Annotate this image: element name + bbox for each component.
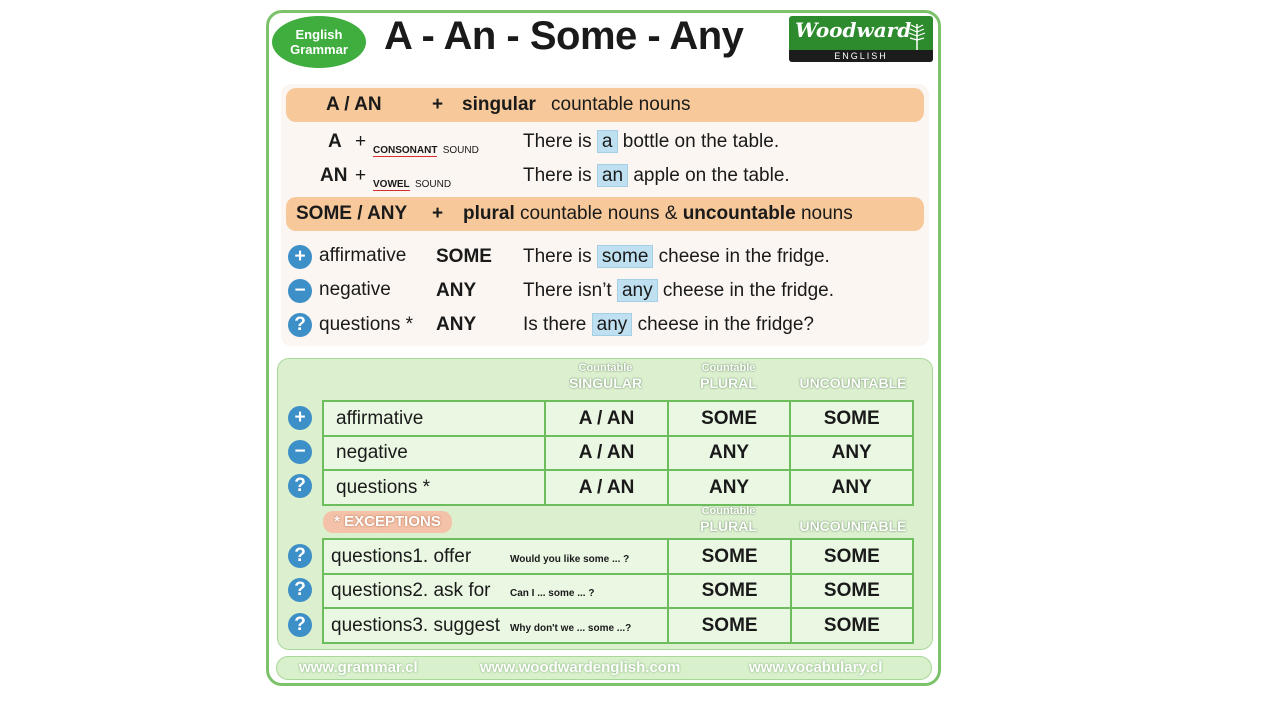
table-row [323, 436, 913, 470]
band1-plus: + [432, 94, 444, 115]
band2-bold1: plural [463, 203, 515, 224]
exceptions-table [322, 538, 914, 644]
exc-kind: 1. offer [412, 539, 510, 574]
exc-uncountable-header [791, 518, 915, 534]
footer-bar [276, 656, 932, 680]
row-example-highlight: some [597, 245, 653, 268]
page-title: A - An - Some - Any [384, 14, 744, 58]
cell-singular: A / AN [545, 470, 667, 505]
plus-icon: + [288, 406, 312, 430]
plus-icon: + [288, 245, 312, 269]
plural-band [286, 197, 924, 231]
footer-link-vocabulary[interactable]: www.vocabulary.cl [749, 659, 883, 676]
an-article: AN [320, 165, 348, 186]
header-big: UNCOUNTABLE [799, 518, 907, 534]
question-icon: ? [288, 544, 312, 568]
logo-sub: ENGLISH [789, 50, 933, 62]
exc-kind: 2. ask for [412, 574, 510, 608]
band2-mid: countable nouns & [520, 203, 678, 224]
a-example-pre: There is [523, 131, 592, 152]
cell-singular: A / AN [545, 436, 667, 470]
english-grammar-badge [272, 16, 366, 68]
question-icon: ? [288, 578, 312, 602]
singular-band [286, 88, 924, 122]
cell-plural: ANY [668, 436, 791, 470]
a-example-highlight: a [597, 130, 618, 153]
badge-line1: English [295, 27, 343, 42]
woodward-logo [789, 16, 933, 62]
an-example-post: apple on the table. [633, 165, 790, 186]
cell-singular: A / AN [545, 401, 667, 436]
table-row [323, 401, 913, 436]
band1-rest: countable nouns [551, 94, 691, 115]
row-example-post: cheese in the fridge. [658, 246, 830, 267]
header-big: SINGULAR [568, 375, 643, 391]
row-word: SOME [436, 246, 492, 267]
exc-example: Can I ... some ... ? [509, 588, 595, 599]
table-row [323, 470, 913, 505]
exc-example: Why don't we ... some ...? [509, 622, 632, 634]
cell-plural: SOME [668, 539, 790, 574]
row-example-highlight: any [592, 313, 633, 336]
exc-example: Would you like some ... ? [509, 553, 630, 565]
cell-uncountable: SOME [791, 608, 913, 643]
row-label: negative [323, 436, 545, 470]
row-type: affirmative [319, 245, 407, 266]
sound-label: SOUND [442, 145, 479, 156]
cell-plural: SOME [668, 574, 790, 608]
band2-plus: + [432, 203, 444, 224]
cell-uncountable: ANY [790, 470, 913, 505]
header-big: UNCOUNTABLE [799, 375, 907, 391]
row-example-pre: There isn’t [523, 280, 612, 301]
vowel-label: VOWEL [373, 179, 410, 190]
badge-line2: Grammar [290, 42, 348, 57]
an-example-highlight: an [597, 164, 628, 187]
cell-plural: SOME [668, 608, 790, 643]
cell-uncountable: ANY [790, 436, 913, 470]
row-example-post: cheese in the fridge? [637, 314, 814, 335]
row-type: questions * [319, 314, 414, 335]
band2-end: nouns [800, 203, 853, 224]
footer-link-woodward[interactable]: www.woodwardenglish.com [480, 659, 681, 676]
uncountable-header [791, 375, 915, 391]
header-small: Countable [578, 362, 633, 374]
band1-label: A / AN [326, 94, 382, 115]
exc-kind: 3. suggest [412, 608, 510, 643]
minus-icon: − [288, 279, 312, 303]
row-word: ANY [436, 314, 477, 335]
question-icon: ? [288, 613, 312, 637]
row-example-highlight: any [617, 279, 658, 302]
cell-uncountable: SOME [790, 401, 913, 436]
cell-uncountable: SOME [791, 574, 913, 608]
question-icon: ? [288, 313, 312, 337]
cell-plural: SOME [668, 401, 791, 436]
sound-label-2: SOUND [414, 179, 452, 190]
an-example-pre: There is [523, 165, 592, 186]
header-big: PLURAL [700, 518, 757, 534]
row-example-pre: There is [523, 246, 592, 267]
header-small: Countable [701, 362, 756, 374]
consonant-label: CONSONANT [373, 145, 438, 156]
band2-label: SOME / ANY [296, 203, 408, 224]
band1-bold: singular [462, 94, 536, 115]
header-small: Countable [701, 505, 756, 517]
cell-uncountable: SOME [791, 539, 913, 574]
row-word: ANY [436, 280, 477, 301]
row-example-pre: Is there [523, 314, 587, 335]
exc-label: questions [323, 608, 412, 643]
header-big: PLURAL [700, 375, 757, 391]
table-row [323, 608, 913, 643]
exc-label: questions [323, 574, 412, 608]
rules-table [322, 400, 914, 506]
singular-header [545, 362, 666, 391]
fern-icon [907, 22, 927, 52]
exceptions-label: * EXCEPTIONS [323, 511, 452, 533]
a-article: A [328, 131, 342, 152]
plural-header [668, 362, 789, 391]
row-example-post: cheese in the fridge. [662, 280, 835, 301]
question-icon: ? [288, 474, 312, 498]
a-plus: + [355, 131, 367, 152]
band2-bold2: uncountable [682, 203, 796, 224]
exc-label: questions [323, 539, 412, 574]
a-example-post: bottle on the table. [622, 131, 780, 152]
table-row [323, 539, 913, 574]
cell-plural: ANY [668, 470, 791, 505]
minus-icon: − [288, 440, 312, 464]
footer-link-grammar[interactable]: www.grammar.cl [299, 659, 418, 676]
row-label: questions * [323, 470, 545, 505]
row-type: negative [319, 279, 391, 300]
row-label: affirmative [323, 401, 545, 436]
exc-plural-header [668, 505, 789, 534]
table-row [323, 574, 913, 608]
an-plus: + [355, 165, 367, 186]
logo-name: Woodward [795, 18, 912, 42]
